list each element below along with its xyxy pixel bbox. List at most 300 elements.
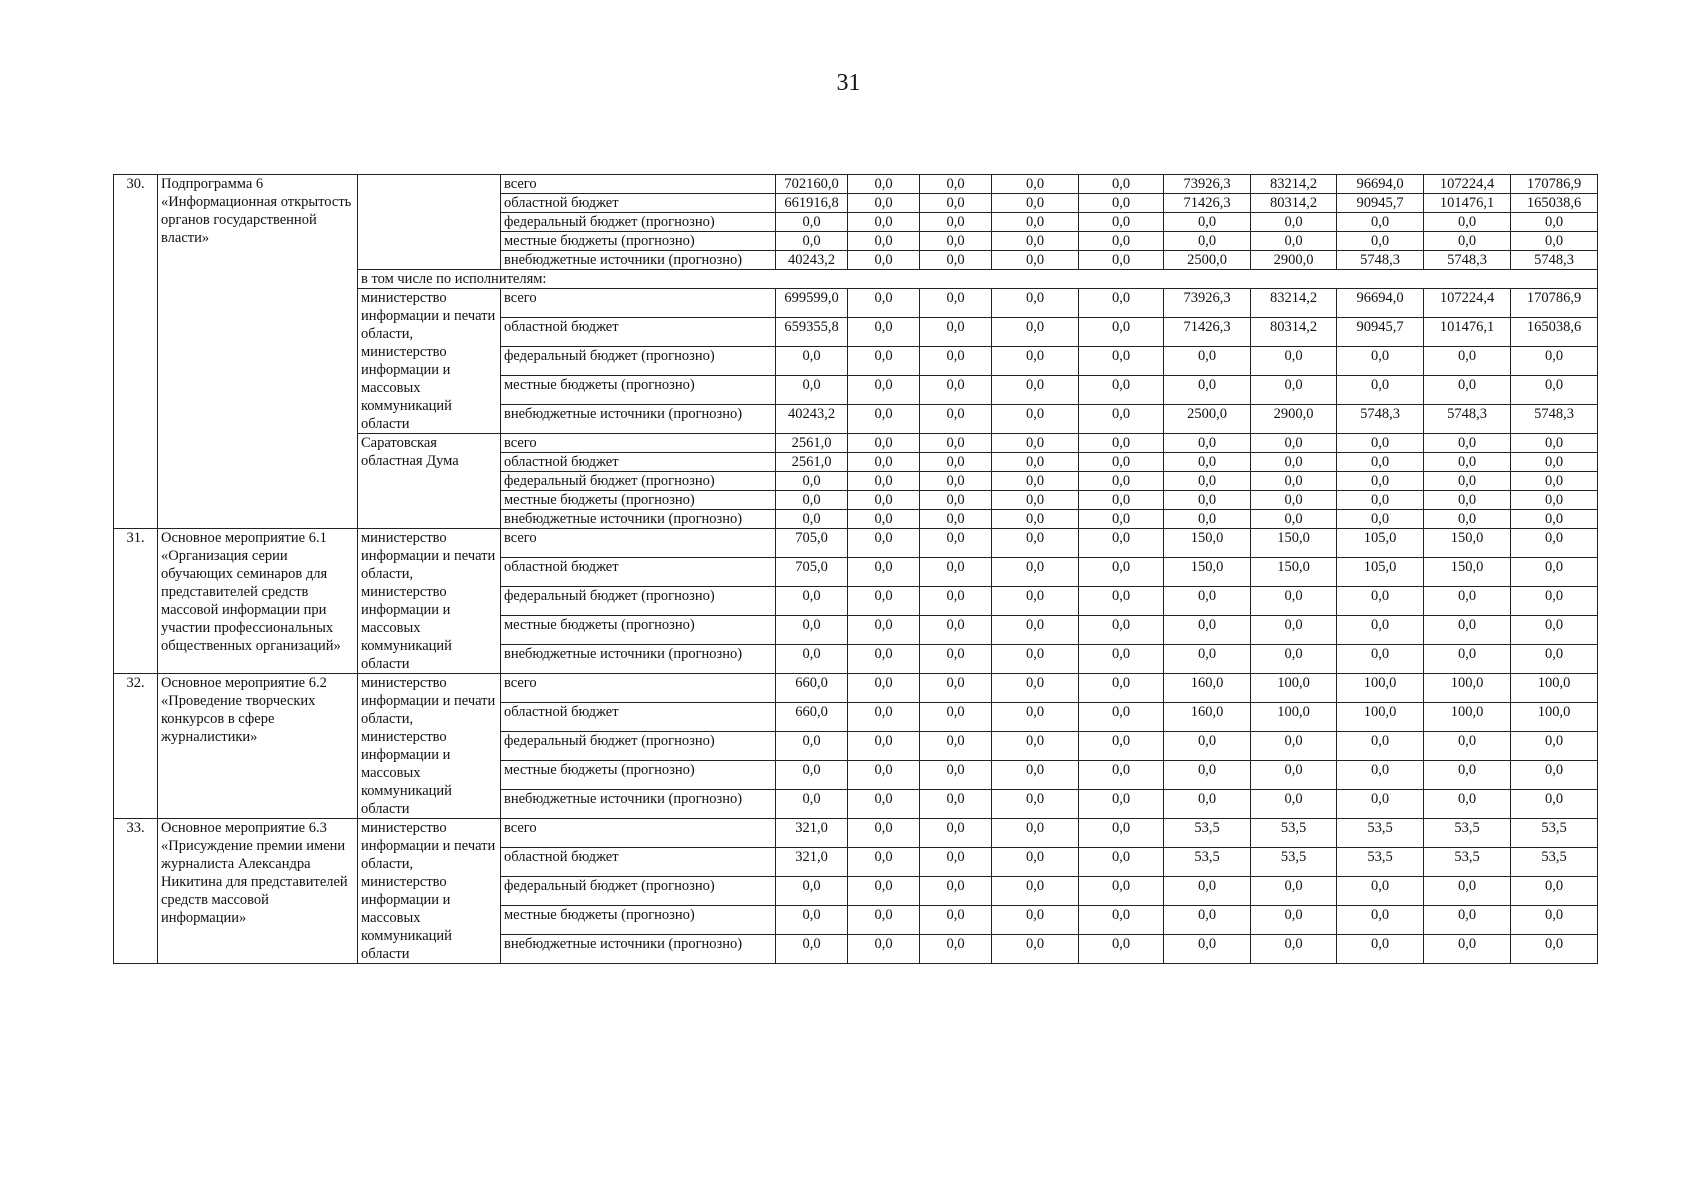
amount-cell: 0,0 bbox=[992, 674, 1079, 703]
amount-cell: 0,0 bbox=[848, 510, 920, 529]
row-number: 32. bbox=[114, 674, 158, 819]
amount-cell: 90945,7 bbox=[1337, 318, 1424, 347]
amount-cell: 0,0 bbox=[1511, 790, 1598, 819]
amount-cell: 53,5 bbox=[1337, 819, 1424, 848]
amount-cell: 53,5 bbox=[1424, 848, 1511, 877]
amount-cell: 0,0 bbox=[1337, 434, 1424, 453]
measure-name: Основное мероприятие 6.3 «Присуждение премии имени журналиста Александра Никитина для представителей средств массовой информации» bbox=[158, 819, 358, 964]
amount-cell: 0,0 bbox=[920, 877, 992, 906]
amount-cell: 0,0 bbox=[920, 587, 992, 616]
amount-cell: 0,0 bbox=[992, 453, 1079, 472]
amount-cell: 0,0 bbox=[1511, 877, 1598, 906]
funding-source: внебюджетные источники (прогнозно) bbox=[501, 790, 776, 819]
funding-source: областной бюджет bbox=[501, 848, 776, 877]
amount-cell: 2561,0 bbox=[776, 453, 848, 472]
amount-cell: 661916,8 bbox=[776, 194, 848, 213]
amount-cell: 80314,2 bbox=[1251, 318, 1337, 347]
funding-source: всего bbox=[501, 434, 776, 453]
amount-cell: 0,0 bbox=[776, 906, 848, 935]
amount-cell: 660,0 bbox=[776, 703, 848, 732]
amount-cell: 0,0 bbox=[776, 347, 848, 376]
amount-cell: 0,0 bbox=[1251, 376, 1337, 405]
amount-cell: 71426,3 bbox=[1164, 194, 1251, 213]
amount-cell: 0,0 bbox=[1079, 935, 1164, 964]
amount-cell: 0,0 bbox=[1511, 347, 1598, 376]
amount-cell: 0,0 bbox=[1511, 645, 1598, 674]
amount-cell: 0,0 bbox=[848, 491, 920, 510]
amount-cell: 0,0 bbox=[1079, 472, 1164, 491]
table-row bbox=[114, 175, 1598, 194]
amount-cell: 107224,4 bbox=[1424, 289, 1511, 318]
amount-cell: 0,0 bbox=[1337, 935, 1424, 964]
amount-cell: 0,0 bbox=[848, 289, 920, 318]
funding-source: внебюджетные источники (прогнозно) bbox=[501, 510, 776, 529]
amount-cell: 0,0 bbox=[776, 213, 848, 232]
amount-cell: 0,0 bbox=[848, 848, 920, 877]
amount-cell: 53,5 bbox=[1424, 819, 1511, 848]
amount-cell: 0,0 bbox=[1164, 213, 1251, 232]
amount-cell: 96694,0 bbox=[1337, 175, 1424, 194]
amount-cell: 0,0 bbox=[1164, 510, 1251, 529]
amount-cell: 0,0 bbox=[848, 790, 920, 819]
amount-cell: 2900,0 bbox=[1251, 405, 1337, 434]
amount-cell: 0,0 bbox=[776, 761, 848, 790]
amount-cell: 0,0 bbox=[992, 587, 1079, 616]
amount-cell: 2500,0 bbox=[1164, 405, 1251, 434]
amount-cell: 0,0 bbox=[920, 558, 992, 587]
amount-cell: 0,0 bbox=[848, 175, 920, 194]
amount-cell: 53,5 bbox=[1251, 848, 1337, 877]
amount-cell: 150,0 bbox=[1251, 558, 1337, 587]
amount-cell: 0,0 bbox=[1337, 472, 1424, 491]
funding-source: областной бюджет bbox=[501, 703, 776, 732]
funding-source: федеральный бюджет (прогнозно) bbox=[501, 347, 776, 376]
amount-cell: 40243,2 bbox=[776, 405, 848, 434]
table-row bbox=[114, 674, 1598, 703]
amount-cell: 0,0 bbox=[1337, 616, 1424, 645]
amount-cell: 0,0 bbox=[1424, 491, 1511, 510]
funding-source: местные бюджеты (прогнозно) bbox=[501, 376, 776, 405]
amount-cell: 150,0 bbox=[1164, 529, 1251, 558]
amount-cell: 0,0 bbox=[1251, 587, 1337, 616]
amount-cell: 0,0 bbox=[1164, 616, 1251, 645]
executor-name: министерство информации и печати области, министерство информации и массовых коммуникаций области bbox=[358, 289, 501, 434]
amount-cell: 0,0 bbox=[1079, 289, 1164, 318]
amount-cell: 0,0 bbox=[1424, 453, 1511, 472]
amount-cell: 0,0 bbox=[1511, 616, 1598, 645]
amount-cell: 0,0 bbox=[992, 703, 1079, 732]
amount-cell: 0,0 bbox=[1251, 491, 1337, 510]
funding-source: федеральный бюджет (прогнозно) bbox=[501, 587, 776, 616]
amount-cell: 0,0 bbox=[920, 289, 992, 318]
amount-cell: 0,0 bbox=[920, 434, 992, 453]
amount-cell: 100,0 bbox=[1511, 674, 1598, 703]
amount-cell: 0,0 bbox=[776, 587, 848, 616]
amount-cell: 699599,0 bbox=[776, 289, 848, 318]
executor-name: министерство информации и печати области, министерство информации и массовых коммуникаций области bbox=[358, 529, 501, 674]
amount-cell: 105,0 bbox=[1337, 558, 1424, 587]
amount-cell: 5748,3 bbox=[1424, 405, 1511, 434]
amount-cell: 0,0 bbox=[1079, 674, 1164, 703]
amount-cell: 165038,6 bbox=[1511, 318, 1598, 347]
amount-cell: 0,0 bbox=[1337, 453, 1424, 472]
amount-cell: 705,0 bbox=[776, 558, 848, 587]
amount-cell: 170786,9 bbox=[1511, 175, 1598, 194]
amount-cell: 0,0 bbox=[848, 529, 920, 558]
amount-cell: 0,0 bbox=[1511, 587, 1598, 616]
executors-header: в том числе по исполнителям: bbox=[358, 270, 1598, 289]
amount-cell: 0,0 bbox=[1424, 645, 1511, 674]
page-number: 31 bbox=[836, 70, 861, 96]
amount-cell: 0,0 bbox=[776, 877, 848, 906]
amount-cell: 2500,0 bbox=[1164, 251, 1251, 270]
amount-cell: 0,0 bbox=[848, 761, 920, 790]
amount-cell: 0,0 bbox=[920, 645, 992, 674]
amount-cell: 0,0 bbox=[1164, 376, 1251, 405]
amount-cell: 0,0 bbox=[1337, 213, 1424, 232]
amount-cell: 0,0 bbox=[1337, 510, 1424, 529]
amount-cell: 0,0 bbox=[1424, 761, 1511, 790]
amount-cell: 0,0 bbox=[1511, 935, 1598, 964]
amount-cell: 0,0 bbox=[848, 819, 920, 848]
amount-cell: 0,0 bbox=[1164, 587, 1251, 616]
amount-cell: 0,0 bbox=[776, 472, 848, 491]
amount-cell: 0,0 bbox=[1079, 491, 1164, 510]
row-number: 33. bbox=[114, 819, 158, 964]
amount-cell: 0,0 bbox=[920, 232, 992, 251]
amount-cell: 0,0 bbox=[1164, 906, 1251, 935]
amount-cell: 0,0 bbox=[992, 472, 1079, 491]
amount-cell: 0,0 bbox=[920, 347, 992, 376]
amount-cell: 105,0 bbox=[1337, 529, 1424, 558]
amount-cell: 53,5 bbox=[1251, 819, 1337, 848]
amount-cell: 0,0 bbox=[1079, 405, 1164, 434]
amount-cell: 0,0 bbox=[992, 645, 1079, 674]
amount-cell: 0,0 bbox=[1251, 935, 1337, 964]
amount-cell: 0,0 bbox=[920, 732, 992, 761]
amount-cell: 0,0 bbox=[992, 790, 1079, 819]
amount-cell: 0,0 bbox=[1079, 434, 1164, 453]
amount-cell: 0,0 bbox=[1164, 935, 1251, 964]
executor-name: министерство информации и печати области, министерство информации и массовых коммуникаций области bbox=[358, 674, 501, 819]
funding-source: всего bbox=[501, 674, 776, 703]
amount-cell: 0,0 bbox=[848, 453, 920, 472]
amount-cell: 0,0 bbox=[1251, 213, 1337, 232]
amount-cell: 0,0 bbox=[776, 232, 848, 251]
amount-cell: 0,0 bbox=[848, 935, 920, 964]
amount-cell: 0,0 bbox=[1079, 848, 1164, 877]
amount-cell: 0,0 bbox=[1251, 347, 1337, 376]
amount-cell: 0,0 bbox=[1424, 616, 1511, 645]
amount-cell: 0,0 bbox=[992, 848, 1079, 877]
funding-source: всего bbox=[501, 819, 776, 848]
amount-cell: 0,0 bbox=[1079, 616, 1164, 645]
amount-cell: 0,0 bbox=[776, 376, 848, 405]
amount-cell: 0,0 bbox=[992, 213, 1079, 232]
amount-cell: 100,0 bbox=[1424, 703, 1511, 732]
amount-cell: 0,0 bbox=[848, 877, 920, 906]
amount-cell: 0,0 bbox=[1079, 232, 1164, 251]
amount-cell: 0,0 bbox=[1164, 761, 1251, 790]
amount-cell: 0,0 bbox=[1251, 510, 1337, 529]
amount-cell: 0,0 bbox=[848, 472, 920, 491]
amount-cell: 0,0 bbox=[1511, 761, 1598, 790]
amount-cell: 0,0 bbox=[1251, 645, 1337, 674]
amount-cell: 40243,2 bbox=[776, 251, 848, 270]
amount-cell: 150,0 bbox=[1164, 558, 1251, 587]
amount-cell: 0,0 bbox=[776, 616, 848, 645]
amount-cell: 0,0 bbox=[1079, 376, 1164, 405]
funding-source: внебюджетные источники (прогнозно) bbox=[501, 645, 776, 674]
amount-cell: 0,0 bbox=[1511, 232, 1598, 251]
amount-cell: 0,0 bbox=[1164, 877, 1251, 906]
funding-source: местные бюджеты (прогнозно) bbox=[501, 491, 776, 510]
amount-cell: 0,0 bbox=[1511, 732, 1598, 761]
amount-cell: 0,0 bbox=[1251, 790, 1337, 819]
amount-cell: 0,0 bbox=[920, 491, 992, 510]
amount-cell: 0,0 bbox=[1079, 529, 1164, 558]
amount-cell: 705,0 bbox=[776, 529, 848, 558]
amount-cell: 0,0 bbox=[992, 289, 1079, 318]
amount-cell: 0,0 bbox=[1079, 347, 1164, 376]
amount-cell: 0,0 bbox=[992, 819, 1079, 848]
amount-cell: 83214,2 bbox=[1251, 289, 1337, 318]
amount-cell: 0,0 bbox=[1337, 761, 1424, 790]
amount-cell: 0,0 bbox=[920, 175, 992, 194]
amount-cell: 107224,4 bbox=[1424, 175, 1511, 194]
amount-cell: 0,0 bbox=[848, 703, 920, 732]
amount-cell: 0,0 bbox=[1424, 790, 1511, 819]
amount-cell: 0,0 bbox=[848, 376, 920, 405]
amount-cell: 73926,3 bbox=[1164, 175, 1251, 194]
funding-source: областной бюджет bbox=[501, 318, 776, 347]
amount-cell: 0,0 bbox=[992, 405, 1079, 434]
amount-cell: 0,0 bbox=[920, 472, 992, 491]
amount-cell: 0,0 bbox=[1079, 175, 1164, 194]
amount-cell: 2561,0 bbox=[776, 434, 848, 453]
amount-cell: 0,0 bbox=[992, 732, 1079, 761]
amount-cell: 170786,9 bbox=[1511, 289, 1598, 318]
budget-table bbox=[113, 174, 1598, 964]
table-row bbox=[114, 819, 1598, 848]
amount-cell: 0,0 bbox=[920, 616, 992, 645]
amount-cell: 0,0 bbox=[1251, 472, 1337, 491]
amount-cell: 0,0 bbox=[1511, 213, 1598, 232]
amount-cell: 0,0 bbox=[1079, 587, 1164, 616]
funding-source: федеральный бюджет (прогнозно) bbox=[501, 213, 776, 232]
amount-cell: 0,0 bbox=[992, 194, 1079, 213]
amount-cell: 0,0 bbox=[1251, 453, 1337, 472]
funding-source: областной бюджет bbox=[501, 194, 776, 213]
amount-cell: 0,0 bbox=[848, 558, 920, 587]
amount-cell: 0,0 bbox=[1079, 732, 1164, 761]
amount-cell: 660,0 bbox=[776, 674, 848, 703]
amount-cell: 0,0 bbox=[920, 761, 992, 790]
amount-cell: 0,0 bbox=[1337, 732, 1424, 761]
amount-cell: 0,0 bbox=[1424, 376, 1511, 405]
amount-cell: 0,0 bbox=[1337, 491, 1424, 510]
amount-cell: 100,0 bbox=[1337, 703, 1424, 732]
amount-cell: 53,5 bbox=[1337, 848, 1424, 877]
amount-cell: 150,0 bbox=[1251, 529, 1337, 558]
funding-source: всего bbox=[501, 529, 776, 558]
measure-name: Основное мероприятие 6.1 «Организация серии обучающих семинаров для представителей средств массовой информации при участии профессиональных общественных организаций» bbox=[158, 529, 358, 674]
amount-cell: 0,0 bbox=[1511, 510, 1598, 529]
amount-cell: 0,0 bbox=[1424, 935, 1511, 964]
measure-name: Подпрограмма 6 «Информационная открытость органов государственной власти» bbox=[158, 175, 358, 529]
amount-cell: 0,0 bbox=[992, 529, 1079, 558]
amount-cell: 0,0 bbox=[776, 732, 848, 761]
amount-cell: 0,0 bbox=[776, 790, 848, 819]
amount-cell: 0,0 bbox=[1424, 877, 1511, 906]
amount-cell: 0,0 bbox=[1511, 472, 1598, 491]
amount-cell: 90945,7 bbox=[1337, 194, 1424, 213]
amount-cell: 0,0 bbox=[1251, 906, 1337, 935]
amount-cell: 96694,0 bbox=[1337, 289, 1424, 318]
amount-cell: 0,0 bbox=[848, 405, 920, 434]
amount-cell: 0,0 bbox=[1424, 472, 1511, 491]
amount-cell: 0,0 bbox=[848, 213, 920, 232]
amount-cell: 321,0 bbox=[776, 848, 848, 877]
amount-cell: 0,0 bbox=[848, 434, 920, 453]
funding-source: всего bbox=[501, 175, 776, 194]
amount-cell: 0,0 bbox=[1164, 453, 1251, 472]
amount-cell: 53,5 bbox=[1511, 819, 1598, 848]
amount-cell: 0,0 bbox=[1337, 587, 1424, 616]
amount-cell: 0,0 bbox=[992, 935, 1079, 964]
amount-cell: 0,0 bbox=[920, 251, 992, 270]
amount-cell: 100,0 bbox=[1511, 703, 1598, 732]
amount-cell: 0,0 bbox=[1337, 232, 1424, 251]
amount-cell: 73926,3 bbox=[1164, 289, 1251, 318]
amount-cell: 0,0 bbox=[1337, 877, 1424, 906]
amount-cell: 0,0 bbox=[848, 616, 920, 645]
funding-source: областной бюджет bbox=[501, 558, 776, 587]
amount-cell: 0,0 bbox=[1079, 510, 1164, 529]
amount-cell: 321,0 bbox=[776, 819, 848, 848]
amount-cell: 0,0 bbox=[776, 491, 848, 510]
funding-source: федеральный бюджет (прогнозно) bbox=[501, 877, 776, 906]
funding-source: внебюджетные источники (прогнозно) bbox=[501, 935, 776, 964]
funding-source: внебюджетные источники (прогнозно) bbox=[501, 251, 776, 270]
amount-cell: 0,0 bbox=[920, 529, 992, 558]
amount-cell: 0,0 bbox=[1164, 491, 1251, 510]
amount-cell: 101476,1 bbox=[1424, 318, 1511, 347]
amount-cell: 160,0 bbox=[1164, 703, 1251, 732]
amount-cell: 0,0 bbox=[1079, 318, 1164, 347]
amount-cell: 0,0 bbox=[920, 510, 992, 529]
amount-cell: 0,0 bbox=[1337, 347, 1424, 376]
amount-cell: 0,0 bbox=[1511, 906, 1598, 935]
amount-cell: 0,0 bbox=[848, 645, 920, 674]
amount-cell: 702160,0 bbox=[776, 175, 848, 194]
amount-cell: 0,0 bbox=[992, 558, 1079, 587]
funding-source: внебюджетные источники (прогнозно) bbox=[501, 405, 776, 434]
amount-cell: 0,0 bbox=[1511, 376, 1598, 405]
funding-source: всего bbox=[501, 289, 776, 318]
amount-cell: 0,0 bbox=[1251, 616, 1337, 645]
amount-cell: 0,0 bbox=[992, 510, 1079, 529]
amount-cell: 0,0 bbox=[920, 703, 992, 732]
amount-cell: 0,0 bbox=[992, 318, 1079, 347]
amount-cell: 0,0 bbox=[920, 935, 992, 964]
amount-cell: 0,0 bbox=[992, 434, 1079, 453]
amount-cell: 0,0 bbox=[1511, 453, 1598, 472]
amount-cell: 0,0 bbox=[1079, 558, 1164, 587]
amount-cell: 5748,3 bbox=[1511, 405, 1598, 434]
amount-cell: 0,0 bbox=[920, 819, 992, 848]
amount-cell: 71426,3 bbox=[1164, 318, 1251, 347]
amount-cell: 0,0 bbox=[1424, 232, 1511, 251]
amount-cell: 0,0 bbox=[776, 510, 848, 529]
amount-cell: 100,0 bbox=[1251, 703, 1337, 732]
amount-cell: 0,0 bbox=[920, 213, 992, 232]
amount-cell: 0,0 bbox=[848, 674, 920, 703]
executor-name bbox=[358, 175, 501, 270]
amount-cell: 2900,0 bbox=[1251, 251, 1337, 270]
row-number: 31. bbox=[114, 529, 158, 674]
amount-cell: 0,0 bbox=[1164, 347, 1251, 376]
amount-cell: 0,0 bbox=[920, 194, 992, 213]
funding-source: областной бюджет bbox=[501, 453, 776, 472]
amount-cell: 0,0 bbox=[992, 175, 1079, 194]
amount-cell: 0,0 bbox=[1251, 232, 1337, 251]
amount-cell: 0,0 bbox=[776, 935, 848, 964]
amount-cell: 0,0 bbox=[920, 790, 992, 819]
amount-cell: 0,0 bbox=[1079, 645, 1164, 674]
amount-cell: 0,0 bbox=[920, 906, 992, 935]
amount-cell: 0,0 bbox=[1079, 877, 1164, 906]
funding-source: федеральный бюджет (прогнозно) bbox=[501, 732, 776, 761]
amount-cell: 0,0 bbox=[1164, 434, 1251, 453]
amount-cell: 0,0 bbox=[1164, 232, 1251, 251]
amount-cell: 0,0 bbox=[1511, 434, 1598, 453]
amount-cell: 0,0 bbox=[1424, 732, 1511, 761]
amount-cell: 53,5 bbox=[1164, 819, 1251, 848]
executor-name: министерство информации и печати области, министерство информации и массовых коммуникаций области bbox=[358, 819, 501, 964]
amount-cell: 0,0 bbox=[920, 376, 992, 405]
amount-cell: 0,0 bbox=[1079, 761, 1164, 790]
amount-cell: 0,0 bbox=[1164, 732, 1251, 761]
funding-source: местные бюджеты (прогнозно) bbox=[501, 232, 776, 251]
amount-cell: 0,0 bbox=[920, 318, 992, 347]
amount-cell: 0,0 bbox=[1424, 434, 1511, 453]
amount-cell: 0,0 bbox=[1337, 645, 1424, 674]
amount-cell: 100,0 bbox=[1424, 674, 1511, 703]
amount-cell: 101476,1 bbox=[1424, 194, 1511, 213]
row-number: 30. bbox=[114, 175, 158, 529]
funding-source: местные бюджеты (прогнозно) bbox=[501, 906, 776, 935]
amount-cell: 83214,2 bbox=[1251, 175, 1337, 194]
amount-cell: 0,0 bbox=[1424, 347, 1511, 376]
amount-cell: 0,0 bbox=[848, 194, 920, 213]
amount-cell: 0,0 bbox=[920, 674, 992, 703]
amount-cell: 0,0 bbox=[1511, 558, 1598, 587]
amount-cell: 0,0 bbox=[1424, 510, 1511, 529]
amount-cell: 0,0 bbox=[992, 761, 1079, 790]
amount-cell: 0,0 bbox=[1079, 213, 1164, 232]
amount-cell: 0,0 bbox=[1079, 819, 1164, 848]
amount-cell: 5748,3 bbox=[1337, 251, 1424, 270]
amount-cell: 0,0 bbox=[920, 453, 992, 472]
amount-cell: 0,0 bbox=[1164, 645, 1251, 674]
amount-cell: 5748,3 bbox=[1424, 251, 1511, 270]
amount-cell: 0,0 bbox=[1337, 376, 1424, 405]
funding-source: местные бюджеты (прогнозно) bbox=[501, 616, 776, 645]
amount-cell: 0,0 bbox=[1424, 587, 1511, 616]
measure-name: Основное мероприятие 6.2 «Проведение творческих конкурсов в сфере журналистики» bbox=[158, 674, 358, 819]
amount-cell: 0,0 bbox=[1251, 761, 1337, 790]
